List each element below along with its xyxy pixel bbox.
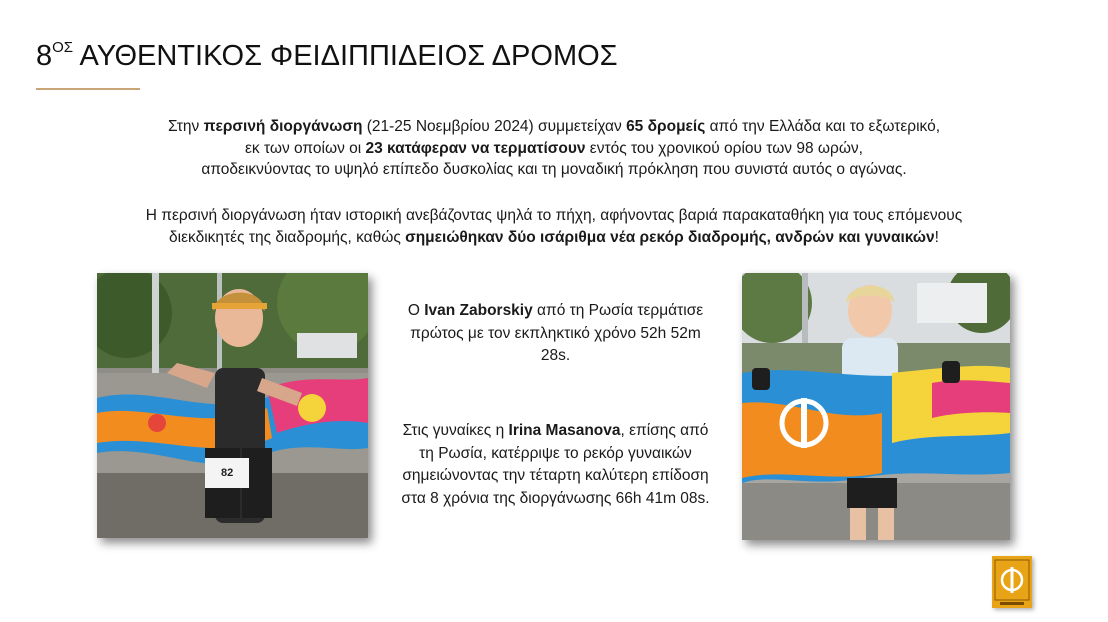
bib-number: 82	[221, 467, 234, 479]
women-record-text: Στις γυναίκες η Irina Masanova, επίσης από τη Ρωσία, κατέρριψε το ρεκόρ γυναικών σημειώνοντας την τέταρτη καλύτερη επίδοση στα 8 χρόνια της διοργάνωσης 66h 41m 08s.	[401, 422, 710, 507]
title-superscript: ΟΣ	[52, 39, 74, 57]
title-underline	[36, 88, 140, 90]
page-title: $8^{O\Sigma}$ ΑΥΘΕΝΤΙΚΟΣ ΦΕΙΔΙΠΠΙΔΕΙΟΣ ΔΡΟΜΟΣ	[36, 39, 618, 72]
intro-paragraph: Στην περσινή διοργάνωση (21-25 Νοεμβρίου 2024) συμμετείχαν 65 δρομείς από την Ελλάδα και το εξωτερικό, εκ των οποίων οι 23 κατάφεραν να τερματίσουν εντός του χρονικού ορίου των 98 ωρών, αποδεικνύοντας το υψηλό επίπεδο δυσκολίας και τη μοναδική πρόκληση που συνιστά αυτός ο αγώνας.	[167, 118, 941, 178]
male-winner-photo	[97, 273, 368, 538]
men-record-text: Ο Ivan Zaborskiy από τη Ρωσία τερμάτισε πρώτος με τον εκπληκτικό χρόνο 52h 52m 28s.	[407, 302, 704, 364]
female-winner-photo	[742, 273, 1010, 540]
history-paragraph: Η περσινή διοργάνωση ήταν ιστορική ανεβάζοντας ψηλά το πήχη, αφήνοντας βαριά παρακαταθήκη για τους επόμενους διεκδικητές της διαδρομής, καθώς σημειώθηκαν δύο ισάριθμα νέα ρεκόρ διαδρομής, ανδρών και γυναικών!	[145, 207, 963, 246]
organizer-logo	[992, 556, 1032, 608]
